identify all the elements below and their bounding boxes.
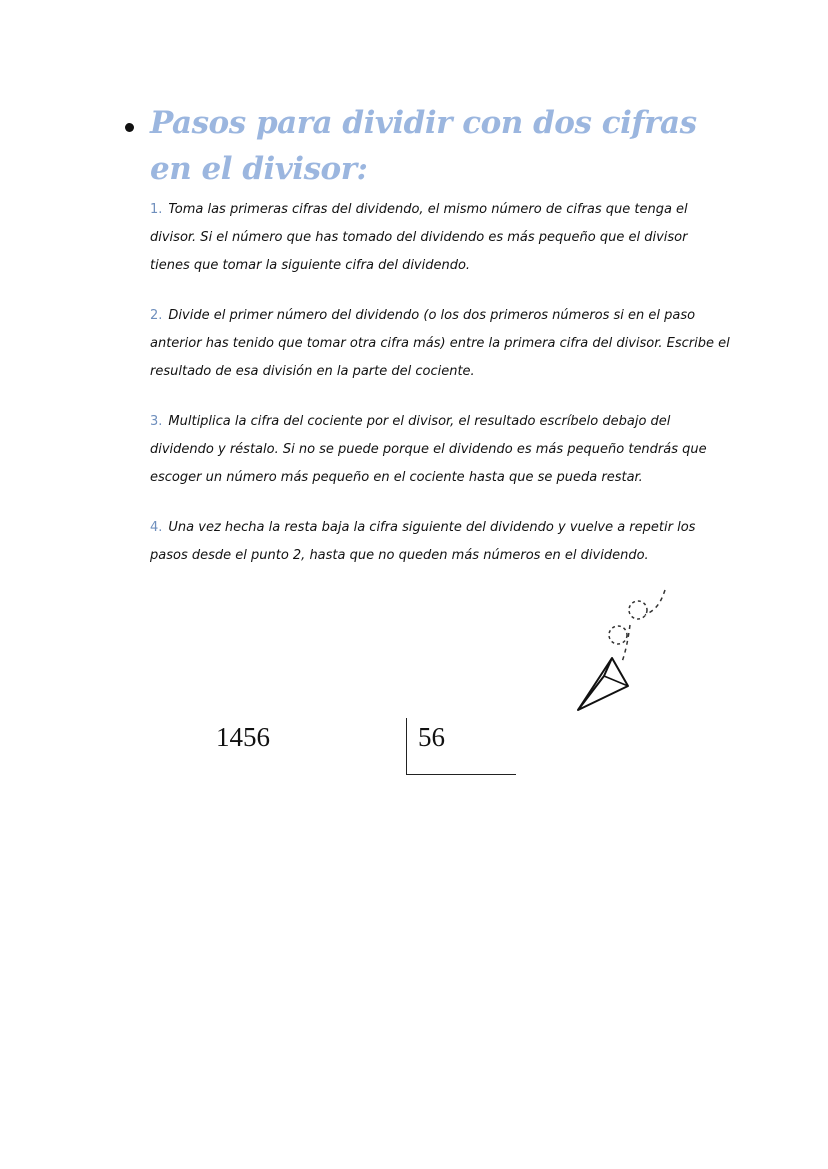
step-text: Toma las primeras cifras del dividendo, el mismo número de cifras que tenga el divisor. Si el número que has tomado del dividendo es más pequeño que el divisor tienes que tomar la siguiente cifra del dividendo. <box>150 202 688 273</box>
division-horizontal-line <box>406 774 516 775</box>
dividend-value: 1456 <box>216 722 270 752</box>
step-number: 3. <box>150 414 163 429</box>
step-number: 1. <box>150 202 163 217</box>
heading-bullet <box>125 123 134 132</box>
step-number: 4. <box>150 520 163 535</box>
division-vertical-line <box>406 718 407 775</box>
step-item <box>150 302 730 386</box>
step-text: Divide el primer número del dividendo (o los dos primeros números si en el paso anterior has tenido que tomar otra cifra más) entre la primera cifra del divisor. Escribe el resultado de esa división en la parte del cociente. <box>150 308 730 379</box>
divisor-value: 56 <box>418 722 445 752</box>
step-item <box>150 408 730 492</box>
page-title: Pasos para dividir con dos cifras en el divisor: <box>150 105 697 187</box>
step-text: Multiplica la cifra del cociente por el divisor, el resultado escríbelo debajo del dividendo y réstalo. Si no se puede porque el dividendo es más pequeño tendrás que escoger un número más pequeño en el cociente hasta que se pueda restar. <box>150 414 707 485</box>
step-number: 2. <box>150 308 163 323</box>
step-item <box>150 196 730 280</box>
paper-plane-icon <box>560 580 680 720</box>
step-text: Una vez hecha la resta baja la cifra siguiente del dividendo y vuelve a repetir los pasos desde el punto 2, hasta que no queden más números en el dividendo. <box>150 520 696 563</box>
step-item <box>150 514 730 570</box>
